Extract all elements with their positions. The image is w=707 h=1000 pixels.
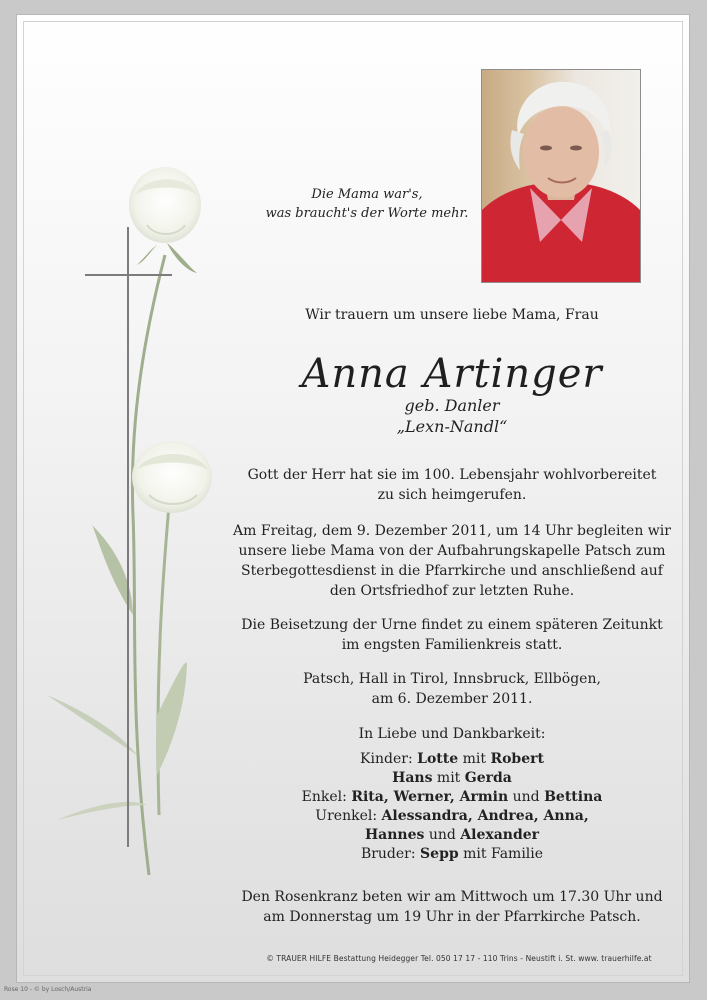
grandchildren-names: Rita, Werner, Armin (351, 789, 509, 805)
spouse-name: Robert (490, 751, 544, 767)
nickname: „Lexn-Nandl“ (396, 417, 508, 436)
mourners-great-grandchildren-line (232, 826, 672, 845)
mourners-list (232, 725, 672, 864)
text-line: Am Freitag, dem 9. Dezember 2011, um 14 Uhr begleiten wir (233, 523, 671, 539)
great-grandchild-name: Alexander (460, 827, 540, 843)
deceased-name: Anna Artinger (301, 351, 603, 397)
mourners-children-line (232, 750, 672, 769)
great-grandchildren-names: Alessandra, Andrea, Anna, (381, 808, 589, 824)
birth-name: geb. Danler (404, 396, 500, 415)
portrait-illustration (482, 70, 640, 282)
text-line: Die Beisetzung der Urne findet zu einem späteren Zeitunkt (241, 617, 663, 633)
mourners-brother-line (232, 845, 672, 864)
spouse-name: Gerda (464, 770, 512, 786)
text-line: Den Rosenkranz beten wir am Mittwoch um 17.30 Uhr und (241, 889, 663, 905)
motto-line: was braucht's der Worte mehr. (265, 206, 469, 221)
place-and-date (232, 669, 672, 709)
brother-label: Bruder: (360, 846, 416, 862)
mourners-grandchildren-line (232, 788, 672, 807)
obituary-card (16, 14, 690, 983)
connector: mit (462, 751, 486, 767)
child-name: Hans (392, 770, 433, 786)
text-line: zu sich heimgerufen. (377, 487, 527, 503)
text-line: im engsten Familienkreis statt. (341, 637, 563, 653)
motto-quote (252, 185, 482, 223)
motto-line: Die Mama war's, (311, 187, 423, 202)
child-name: Lotte (417, 751, 459, 767)
brother-name: Sepp (420, 846, 459, 862)
mourners-children-line (232, 769, 672, 788)
funeral-home-footer: © TRAUER HILFE Bestattung Heidegger Tel. 050 17 17 - 110 Trins - Neustift i. St. www. trauerhilfe.at (266, 954, 652, 963)
portrait-photo (481, 69, 641, 283)
birth-name-block (232, 395, 672, 437)
great-grandchild-name: Hannes (364, 827, 425, 843)
rosary-notice (232, 887, 672, 927)
mourners-great-grandchildren-line (232, 807, 672, 826)
with-family-text: mit Familie (463, 846, 544, 862)
text-line: Gott der Herr hat sie im 100. Lebensjahr wohlvorbereitet (247, 467, 657, 483)
cross-horizontal-bar (85, 274, 172, 276)
text-line: am Donnerstag um 19 Uhr in der Pfarrkirche Patsch. (263, 909, 641, 925)
text-line: Patsch, Hall in Tirol, Innsbruck, Ellbögen, (303, 671, 601, 687)
connector: mit (436, 770, 461, 786)
cross-vertical-bar (127, 227, 129, 847)
connector: und (512, 789, 540, 805)
grandchild-name: Bettina (544, 789, 603, 805)
children-label: Kinder: (360, 751, 413, 767)
text-line: den Ortsfriedhof zur letzten Ruhe. (329, 583, 575, 599)
grandchildren-label: Enkel: (301, 789, 347, 805)
connector: und (428, 827, 456, 843)
funeral-details (232, 521, 672, 601)
text-line: Sterbegottesdienst in die Pfarrkirche und anschließend auf (241, 563, 663, 579)
white-rose-illustration (37, 155, 227, 915)
text-line: unsere liebe Mama von der Aufbahrungskapelle Patsch zum (238, 543, 666, 559)
image-credit: Rose 10 - © by Losch/Austria (4, 986, 92, 993)
text-line: am 6. Dezember 2011. (371, 691, 533, 707)
death-announcement (232, 465, 672, 505)
urn-burial-note (232, 615, 672, 655)
intro-line: Wir trauern um unsere liebe Mama, Frau (305, 307, 599, 323)
great-grandchildren-label: Urenkel: (315, 808, 378, 824)
mourners-heading: In Liebe und Dankbarkeit: (358, 726, 546, 742)
